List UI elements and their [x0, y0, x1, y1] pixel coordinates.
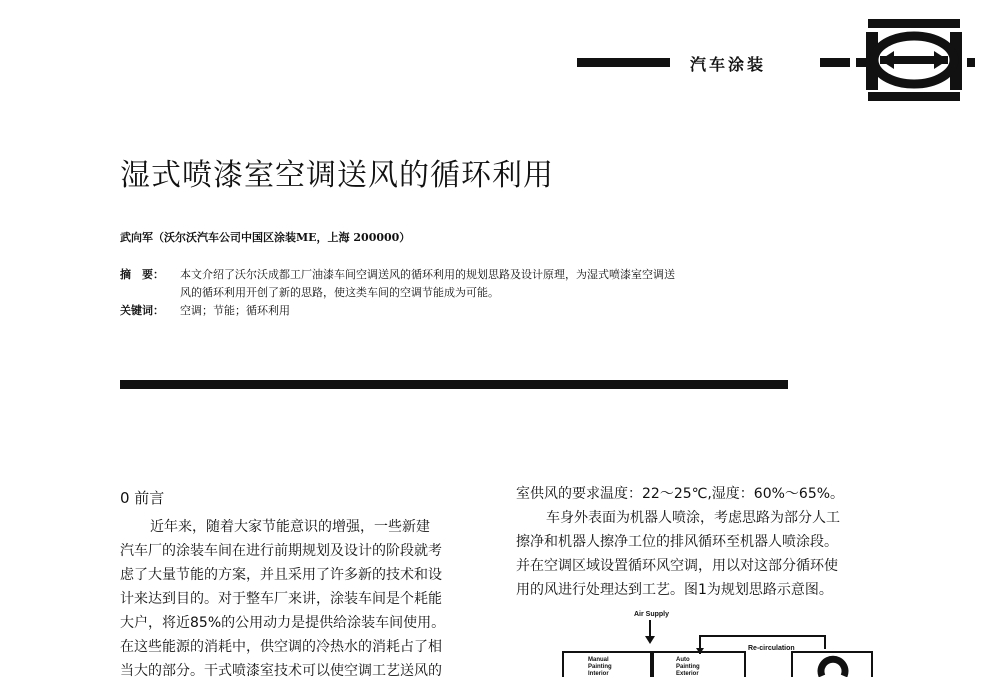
keywords-label: 关键词：	[120, 304, 164, 317]
abstract-line: 风的循环利用开创了新的思路，使这类车间的空调节能成为可能。	[180, 286, 499, 299]
header-rule-left	[577, 58, 670, 67]
author-affiliation: 武向军（沃尔沃汽车公司中国区涂装ME，上海 200000）	[120, 231, 411, 244]
header-rule-right-tail	[967, 58, 975, 67]
figure-1-diagram	[560, 606, 880, 677]
box-label: Painting	[588, 664, 612, 670]
air-supply-label: Air Supply	[634, 611, 670, 618]
box-label: Painting	[676, 664, 700, 670]
body-line: 汽车厂的涂装车间在进行前期规划及设计的阶段就考	[120, 543, 442, 559]
recirculation-label: Re-circulation	[748, 645, 795, 652]
box-label: Auto	[676, 657, 690, 663]
body-line: 擦净和机器人擦净工位的排风循环至机器人喷涂段。	[516, 534, 838, 550]
air-supply-arrowhead	[645, 636, 655, 644]
section-label: 汽车涂装	[690, 55, 767, 74]
header-rule-right-small	[856, 58, 866, 67]
body-line: 当大的部分。干式喷漆室技术可以使空调工艺送风的	[120, 663, 442, 679]
box-label: Manual	[588, 657, 609, 663]
body-line: 用的风进行处理达到工艺。图1为规划思路示意图。	[516, 582, 833, 598]
body-line: 大户，将近85%的公用动力是提供给涂装车间使用。	[120, 615, 446, 631]
body-line: 近年来，随着大家节能意识的增强，一些新建	[150, 519, 430, 535]
keywords: 空调；节能；循环利用	[180, 304, 290, 317]
body-line: 室供风的要求温度：22～25℃,湿度：60%～65%。	[516, 486, 845, 502]
body-line: 并在空调区域设置循环风空调，用以对这部分循环使	[516, 558, 838, 574]
article-title: 湿式喷漆室空调送风的循环利用	[120, 158, 554, 193]
journal-logo-icon	[866, 18, 966, 102]
abstract-line: 本文介绍了沃尔沃成都工厂油漆车间空调送风的循环利用的规划思路及设计原理，为湿式喷漆室空调送	[180, 268, 675, 281]
body-line: 车身外表面为机器人喷涂，考虑思路为部分人工	[546, 510, 840, 526]
box-label: Exterior	[676, 671, 699, 677]
header-rule-right	[820, 58, 850, 67]
abstract-label: 摘 要：	[120, 268, 164, 281]
fan-icon	[821, 659, 845, 676]
body-line: 在这些能源的消耗中，供空调的冷热水的消耗占了相	[120, 639, 442, 655]
title-divider-rule	[120, 380, 788, 389]
body-line: 计来达到目的。对于整车厂来讲，涂装车间是个耗能	[120, 591, 442, 607]
body-line: 虑了大量节能的方案，并且采用了许多新的技术和设	[120, 567, 442, 583]
section-heading: 0 前言	[120, 489, 165, 507]
box-label: Interior	[588, 671, 609, 677]
